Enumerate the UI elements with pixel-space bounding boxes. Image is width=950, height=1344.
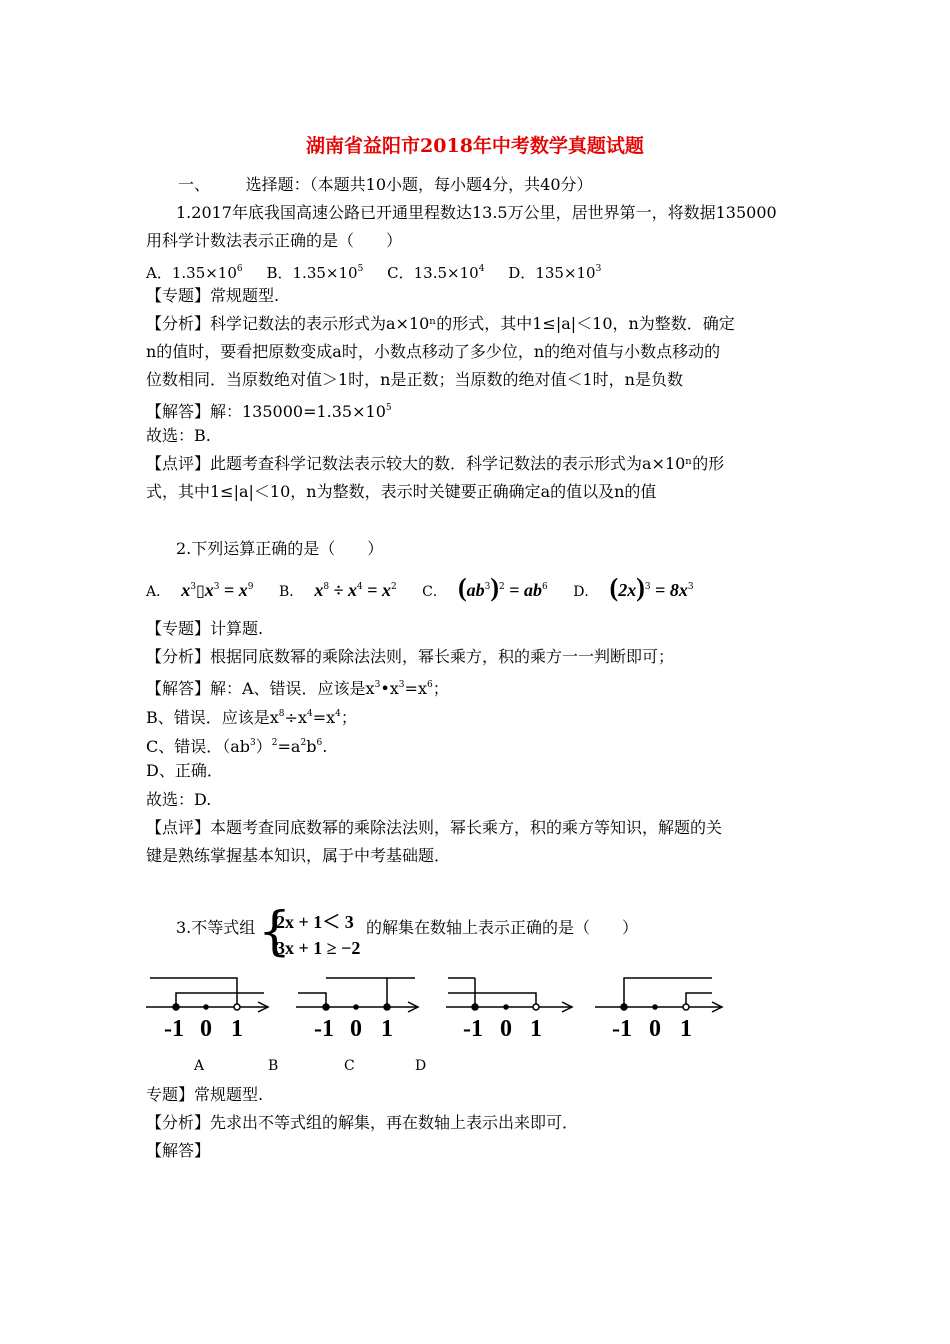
tick-label: -1	[612, 1016, 632, 1042]
q2-answer-d: D、正确．	[146, 761, 223, 780]
q3-analysis: 【分析】先求出不等式组的解集，再在数轴上表示出来即可．	[146, 1113, 579, 1132]
diagram-label-c: C	[344, 1058, 355, 1074]
q2-comment-line1: 【点评】本题考查同底数幂的乘除法法则，幂长乘方，积的乘方等知识，解题的关	[146, 818, 723, 837]
q2-choice: 故选：D.	[146, 790, 212, 809]
tick-label: -1	[314, 1016, 334, 1042]
diagram-label-a: A	[194, 1058, 205, 1074]
q1-stem-line1: 1.2017年底我国高速公路已开通里程数达13.5万公里，居世界第一，将数据135000	[176, 203, 777, 222]
q2-answer-b: B、错误．应该是$x^8\div x^4=x^4$；	[146, 708, 357, 727]
q1-options	[146, 259, 601, 283]
number-line-options	[0, 970, 950, 1050]
number-line-c	[446, 978, 572, 1012]
q1-option-a: A．$1.35\times 10^6$	[146, 264, 243, 282]
section-heading	[178, 175, 593, 195]
q2-option-d-label: D．	[573, 584, 599, 600]
diagram-label-d: D	[415, 1058, 427, 1074]
q2-option-c-formula: $(ab^3)^2 = ab^6$	[457, 573, 548, 602]
q1-answer: 【解答】解：$135000=1.35\times 10^5$	[146, 402, 392, 421]
q1-comment-line2: 式，其中1≤|a|＜10，n为整数，表示时关键要正确确定a的值以及n的值	[146, 482, 657, 501]
q1-analysis-line2: n的值时，要看把原数变成a时，小数点移动了多少位，n的绝对值与小数点移动的	[146, 342, 721, 361]
section-name: 选择题：	[245, 175, 310, 194]
q1-stem-line2: 用科学计数法表示正确的是（ ）	[146, 231, 403, 250]
q1-topic: 【专题】常规题型.	[146, 286, 280, 305]
section-number: 一、	[178, 175, 211, 194]
q1-choice: 故选：B.	[146, 426, 211, 445]
section-note: （本题共10小题，每小题4分，共40分）	[309, 175, 593, 194]
number-line-d	[595, 978, 722, 1012]
inequality-2: 3x + 1 ≥ −2	[276, 938, 361, 958]
q2-topic: 【专题】计算题.	[146, 619, 264, 638]
q1-option-d: D．$135\times 10^3$	[508, 264, 602, 282]
inequality-1: 2x + 1＜ 3	[276, 912, 354, 932]
q1-option-c: C．$13.5\times 10^4$	[387, 264, 485, 282]
tick-label: 0	[350, 1016, 362, 1042]
q2-option-c-label: C．	[422, 584, 447, 600]
tick-label: 0	[500, 1016, 512, 1042]
diagram-label-b: B	[268, 1058, 279, 1074]
tick-label: 1	[680, 1016, 692, 1042]
system-brace: {	[258, 902, 292, 962]
number-line-b	[296, 978, 418, 1012]
q2-answer-c: C、错误．$(ab^3)^2=a^2b^6$.	[146, 737, 328, 756]
q3-stem-pre: 3.不等式组	[176, 918, 256, 937]
q2-option-b-label: B．	[278, 584, 304, 600]
q2-stem: 2.下列运算正确的是（ ）	[176, 539, 384, 558]
q1-analysis-line3: 位数相同．当原数绝对值＞1时，n是正数；当原数的绝对值＜1时，n是负数	[146, 370, 683, 389]
q2-option-a-label: A．	[146, 584, 171, 600]
tick-label: 0	[649, 1016, 661, 1042]
q1-option-b: B．$1.35\times 10^5$	[266, 264, 364, 282]
q2-options	[146, 574, 694, 605]
q2-comment-line2: 键是熟练掌握基本知识，属于中考基础题．	[146, 846, 451, 865]
number-line-a	[146, 978, 268, 1012]
q3-topic: 专题】常规题型.	[146, 1085, 264, 1104]
q3-answer: 【解答】	[146, 1141, 211, 1160]
q2-option-b-formula: $x^8 \div x^4 = x^2$	[314, 580, 397, 600]
q2-option-a-formula: $x^3▯x^3 = x^9$	[181, 580, 254, 600]
tick-label: 1	[530, 1016, 542, 1042]
page-title: 湖南省益阳市2018年中考数学真题试题	[306, 135, 644, 157]
tick-label: 1	[381, 1016, 393, 1042]
q3-stem-post: 的解集在数轴上表示正确的是（ ）	[366, 918, 639, 937]
tick-label: -1	[164, 1016, 184, 1042]
q2-option-d-formula: $(2x)^3 = 8x^3$	[609, 573, 694, 602]
q2-analysis: 【分析】根据同底数幂的乘除法法则，幂长乘方，积的乘方一一判断即可；	[146, 647, 675, 666]
tick-label: 1	[231, 1016, 243, 1042]
q1-comment-line1: 【点评】此题考查科学记数法表示较大的数．科学记数法的表示形式为a×10ⁿ的形	[146, 454, 725, 473]
q1-analysis-line1: 【分析】科学记数法的表示形式为a×10ⁿ的形式，其中1≤|a|＜10，n为整数．确定	[146, 314, 735, 333]
tick-label: -1	[463, 1016, 483, 1042]
tick-label: 0	[200, 1016, 212, 1042]
q2-answer-a: 【解答】解：A、错误．应该是$x^3•x^3=x^6$；	[146, 679, 449, 698]
